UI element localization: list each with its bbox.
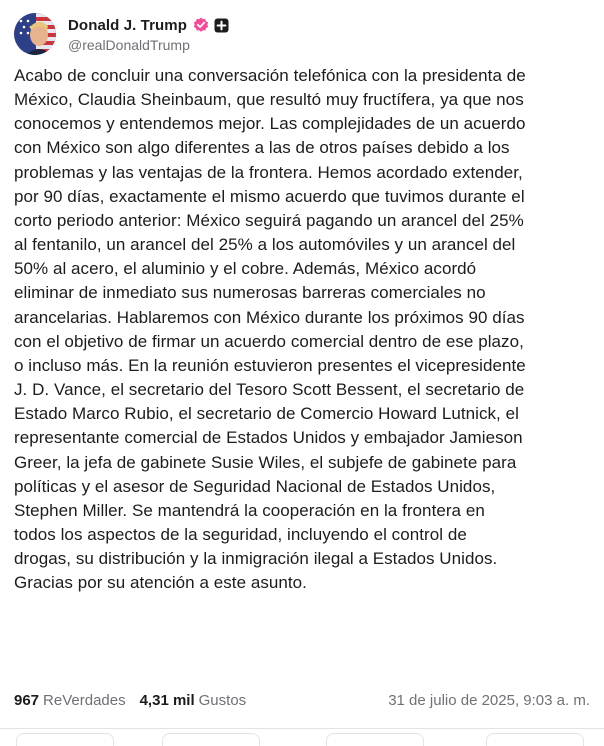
post-line: Stephen Miller. Se mantendrá la cooperación en la frontera en <box>14 500 485 520</box>
repost-action-button[interactable] <box>162 733 260 746</box>
post-line: Estado Marco Rubio, el secretario de Comercio Howard Lutnick, el <box>14 404 519 424</box>
post-line: todos los aspectos de la seguridad, incluyendo el control de <box>14 524 467 544</box>
plus-badge-icon <box>214 18 229 33</box>
author-display-name[interactable]: Donald J. Trump <box>68 16 188 34</box>
post-line: representante comercial de Estados Unidos y embajador Jamieson <box>14 428 523 448</box>
reposts-count: 967 <box>14 691 40 709</box>
reposts-label: ReVerdades <box>43 691 126 709</box>
author-name-row <box>68 15 229 35</box>
verified-badge-icon <box>193 17 209 33</box>
post-line: 50% al acero, el aluminio y el cobre. Además, México acordó <box>14 259 477 279</box>
reply-action-button[interactable] <box>16 733 114 746</box>
post-stats <box>14 689 590 711</box>
action-bar <box>0 728 604 743</box>
likes-count: 4,31 mil <box>139 691 195 709</box>
post-line: J. D. Vance, el secretario del Tesoro Scott Bessent, el secretario de <box>14 380 525 400</box>
post-line: problemas y las ventajas de la frontera. Hemos acordado extender, <box>14 162 523 182</box>
post-line: drogas, su distribución y la inmigración ilegal a Estados Unidos. <box>14 549 498 569</box>
post-line: Gracias por su atención a este asunto. <box>14 573 307 593</box>
post-line: corto periodo anterior: México seguirá pagando un arancel del 25% <box>14 210 524 230</box>
post-line: conocemos y entendemos mejor. Las complejidades de un acuerdo <box>14 114 526 134</box>
post-line: arancelarias. Hablaremos con México durante los próximos 90 días <box>14 307 525 327</box>
author-names <box>68 15 229 53</box>
avatar[interactable] <box>14 13 56 55</box>
author-handle[interactable]: @realDonaldTrump <box>68 37 190 53</box>
avatar-flag-icon <box>14 13 56 55</box>
share-action-button[interactable] <box>486 733 584 746</box>
post-line: con el objetivo de firmar un acuerdo comercial dentro de ese plazo, <box>14 331 524 351</box>
post-line: al fentanilo, un arancel del 25% a los automóviles y un arancel del <box>14 235 516 255</box>
likes-label: Gustos <box>198 691 247 709</box>
post-header <box>14 12 229 56</box>
post-body <box>14 64 596 595</box>
post-line: eliminar de inmediato sus numerosas barreras comerciales no <box>14 283 486 303</box>
like-action-button[interactable] <box>326 733 424 746</box>
post-line: México, Claudia Sheinbaum, que resultó muy fructífera, ya que nos <box>14 90 524 110</box>
post-line: o incluso más. En la reunión estuvieron presentes el vicepresidente <box>14 355 526 375</box>
post-line: políticas y el asesor de Seguridad Nacional de Estados Unidos, <box>14 476 496 496</box>
post-line: con México son algo diferentes a las de otros países debido a los <box>14 138 510 158</box>
post-line: Acabo de concluir una conversación telefónica con la presidenta de <box>14 66 526 85</box>
reposts-stat[interactable] <box>14 692 126 709</box>
likes-stat[interactable] <box>140 692 247 709</box>
post-line: Greer, la jefa de gabinete Susie Wiles, el subjefe de gabinete para <box>14 452 517 472</box>
post-line: por 90 días, exactamente el mismo acuerdo que tuvimos durante el <box>14 186 525 206</box>
post-timestamp: 31 de julio de 2025, 9:03 a. m. <box>388 691 590 709</box>
